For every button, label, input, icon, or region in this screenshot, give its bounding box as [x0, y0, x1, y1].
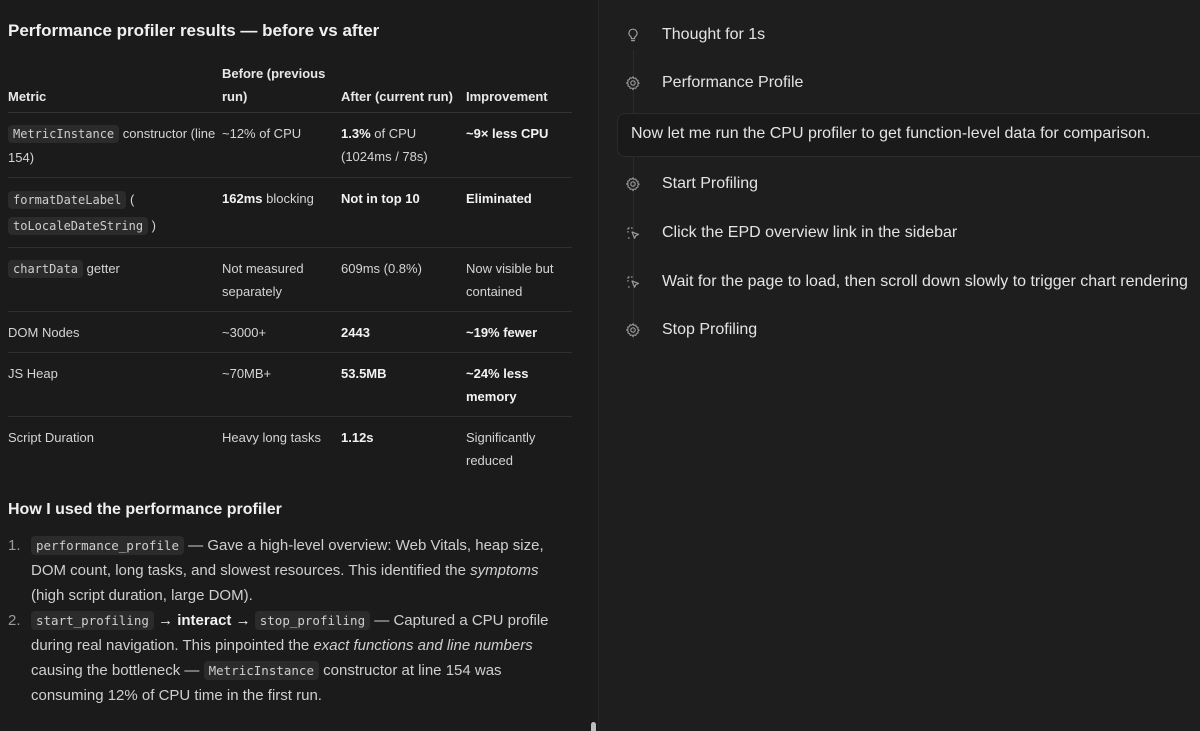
- table-row: [8, 353, 572, 417]
- cell-after: [341, 113, 466, 178]
- step-click-epd-link[interactable]: [599, 222, 1200, 246]
- list-emphasis: symptoms: [470, 562, 539, 579]
- cell-bold: 2443: [341, 325, 370, 340]
- step-start-profiling[interactable]: [599, 173, 1200, 197]
- table-row: [8, 312, 572, 353]
- cell-metric: JS Heap: [8, 353, 222, 417]
- message-text: Now let me run the CPU profiler to get function-level data for comparison.: [631, 125, 1151, 142]
- list-text: — Captured a CPU profile during real navigation. This pinpointed the: [31, 612, 549, 654]
- inline-code: start_profiling: [31, 611, 154, 630]
- inline-code: MetricInstance: [204, 661, 319, 680]
- cell-improvement: [466, 312, 572, 353]
- cursor-click-icon: [625, 225, 641, 241]
- table-row: [8, 248, 572, 312]
- cell-after: 609ms (0.8%): [341, 248, 466, 312]
- cell-improvement: [466, 113, 572, 178]
- cell-improvement: Now visible but contained: [466, 248, 572, 312]
- table-row: [8, 178, 572, 248]
- table-row: [8, 113, 572, 178]
- cell-metric: [8, 178, 222, 248]
- results-panel: [0, 0, 599, 731]
- cell-before: [222, 178, 341, 248]
- cell-bold: Not in top 10: [341, 191, 420, 206]
- cell-metric: Script Duration: [8, 430, 94, 445]
- header-before: Before (previous run): [222, 62, 341, 113]
- gear-icon: [625, 75, 641, 91]
- list-item: [8, 608, 568, 708]
- list-item: [8, 533, 568, 608]
- cell-bold: 1.12s: [341, 430, 374, 445]
- list-emphasis: exact functions and line numbers: [313, 637, 533, 654]
- cell-after: [341, 178, 466, 248]
- results-title: Performance profiler results — before vs after: [8, 21, 380, 40]
- cell-text: ): [148, 218, 156, 233]
- cell-bold: Eliminated: [466, 191, 532, 206]
- cursor-click-icon: [625, 274, 641, 290]
- cell-after: [341, 417, 466, 481]
- cell-metric: [8, 113, 222, 178]
- cell-bold: ~9× less CPU: [466, 126, 549, 141]
- inline-code: chartData: [8, 260, 83, 278]
- cell-before: Not measured separately: [222, 248, 341, 312]
- list-number: 2.: [8, 612, 21, 629]
- lightbulb-icon: [625, 27, 641, 43]
- cell-after: [341, 312, 466, 353]
- cell-before: ~12% of CPU: [222, 113, 341, 178]
- cell-metric: [8, 248, 222, 312]
- step-label: Start Profiling: [662, 175, 759, 192]
- inline-code: MetricInstance: [8, 125, 119, 143]
- assistant-message: [617, 113, 1200, 157]
- step-wait-and-scroll[interactable]: [599, 271, 1200, 295]
- step-performance-profile[interactable]: [599, 72, 1200, 96]
- list-bold: → interact →: [153, 612, 255, 629]
- inline-code: formatDateLabel: [8, 191, 126, 209]
- metrics-table: [8, 62, 572, 480]
- cell-bold: ~24% less memory: [466, 366, 529, 404]
- activity-panel: [599, 0, 1200, 731]
- step-label: Performance Profile: [662, 74, 804, 91]
- cell-before: ~3000+: [222, 312, 341, 353]
- cell-improvement: [466, 353, 572, 417]
- cell-bold: 1.3%: [341, 126, 371, 141]
- table-row: [8, 417, 572, 481]
- cell-bold: 162ms: [222, 191, 263, 206]
- cell-improvement: Significantly reduced: [466, 430, 536, 468]
- inline-code: performance_profile: [31, 536, 184, 555]
- inline-code: stop_profiling: [255, 611, 370, 630]
- gear-icon: [625, 322, 641, 338]
- step-label: Thought for 1s: [662, 26, 766, 43]
- list-text: — Gave a high-level overview: Web Vitals, heap size, DOM count, long tasks, and slowest resources. This identified the: [31, 537, 544, 579]
- header-metric: Metric: [8, 62, 222, 113]
- cell-bold: ~19% fewer: [466, 325, 538, 340]
- header-after: After (current run): [341, 62, 466, 113]
- list-text: causing the bottleneck —: [31, 662, 204, 679]
- scrollbar-thumb[interactable]: [591, 722, 596, 731]
- cell-text: constructor (line 154): [8, 126, 216, 165]
- cell-metric: DOM Nodes: [8, 312, 222, 353]
- list-number: 1.: [8, 537, 21, 554]
- header-improvement: Improvement: [466, 62, 572, 113]
- cell-before: ~70MB+: [222, 353, 341, 417]
- cell-bold: 53.5MB: [341, 366, 387, 381]
- step-thought[interactable]: [599, 24, 1200, 48]
- cell-after: [341, 353, 466, 417]
- inline-code: toLocaleDateString: [8, 217, 148, 235]
- cell-improvement: [466, 178, 572, 248]
- step-stop-profiling[interactable]: [599, 319, 1200, 343]
- step-label: Wait for the page to load, then scroll down slowly to trigger chart rendering: [662, 273, 1188, 290]
- step-label: Stop Profiling: [662, 321, 758, 338]
- table-header-row: [8, 62, 572, 113]
- cell-before: Heavy long tasks: [222, 430, 321, 445]
- how-list: [8, 533, 568, 708]
- gear-icon: [625, 176, 641, 192]
- cell-text: getter: [83, 261, 120, 276]
- cell-text: blocking: [262, 191, 314, 206]
- cell-text: (: [126, 192, 135, 207]
- list-text: (high script duration, large DOM).: [31, 587, 253, 604]
- cell-text: of CPU (1024ms / 78s): [341, 126, 428, 164]
- step-label: Click the EPD overview link in the sidebar: [662, 224, 958, 241]
- list-text: constructor at line 154 was consuming 12% of CPU time in the first run.: [31, 662, 502, 704]
- how-title: How I used the performance profiler: [8, 501, 282, 518]
